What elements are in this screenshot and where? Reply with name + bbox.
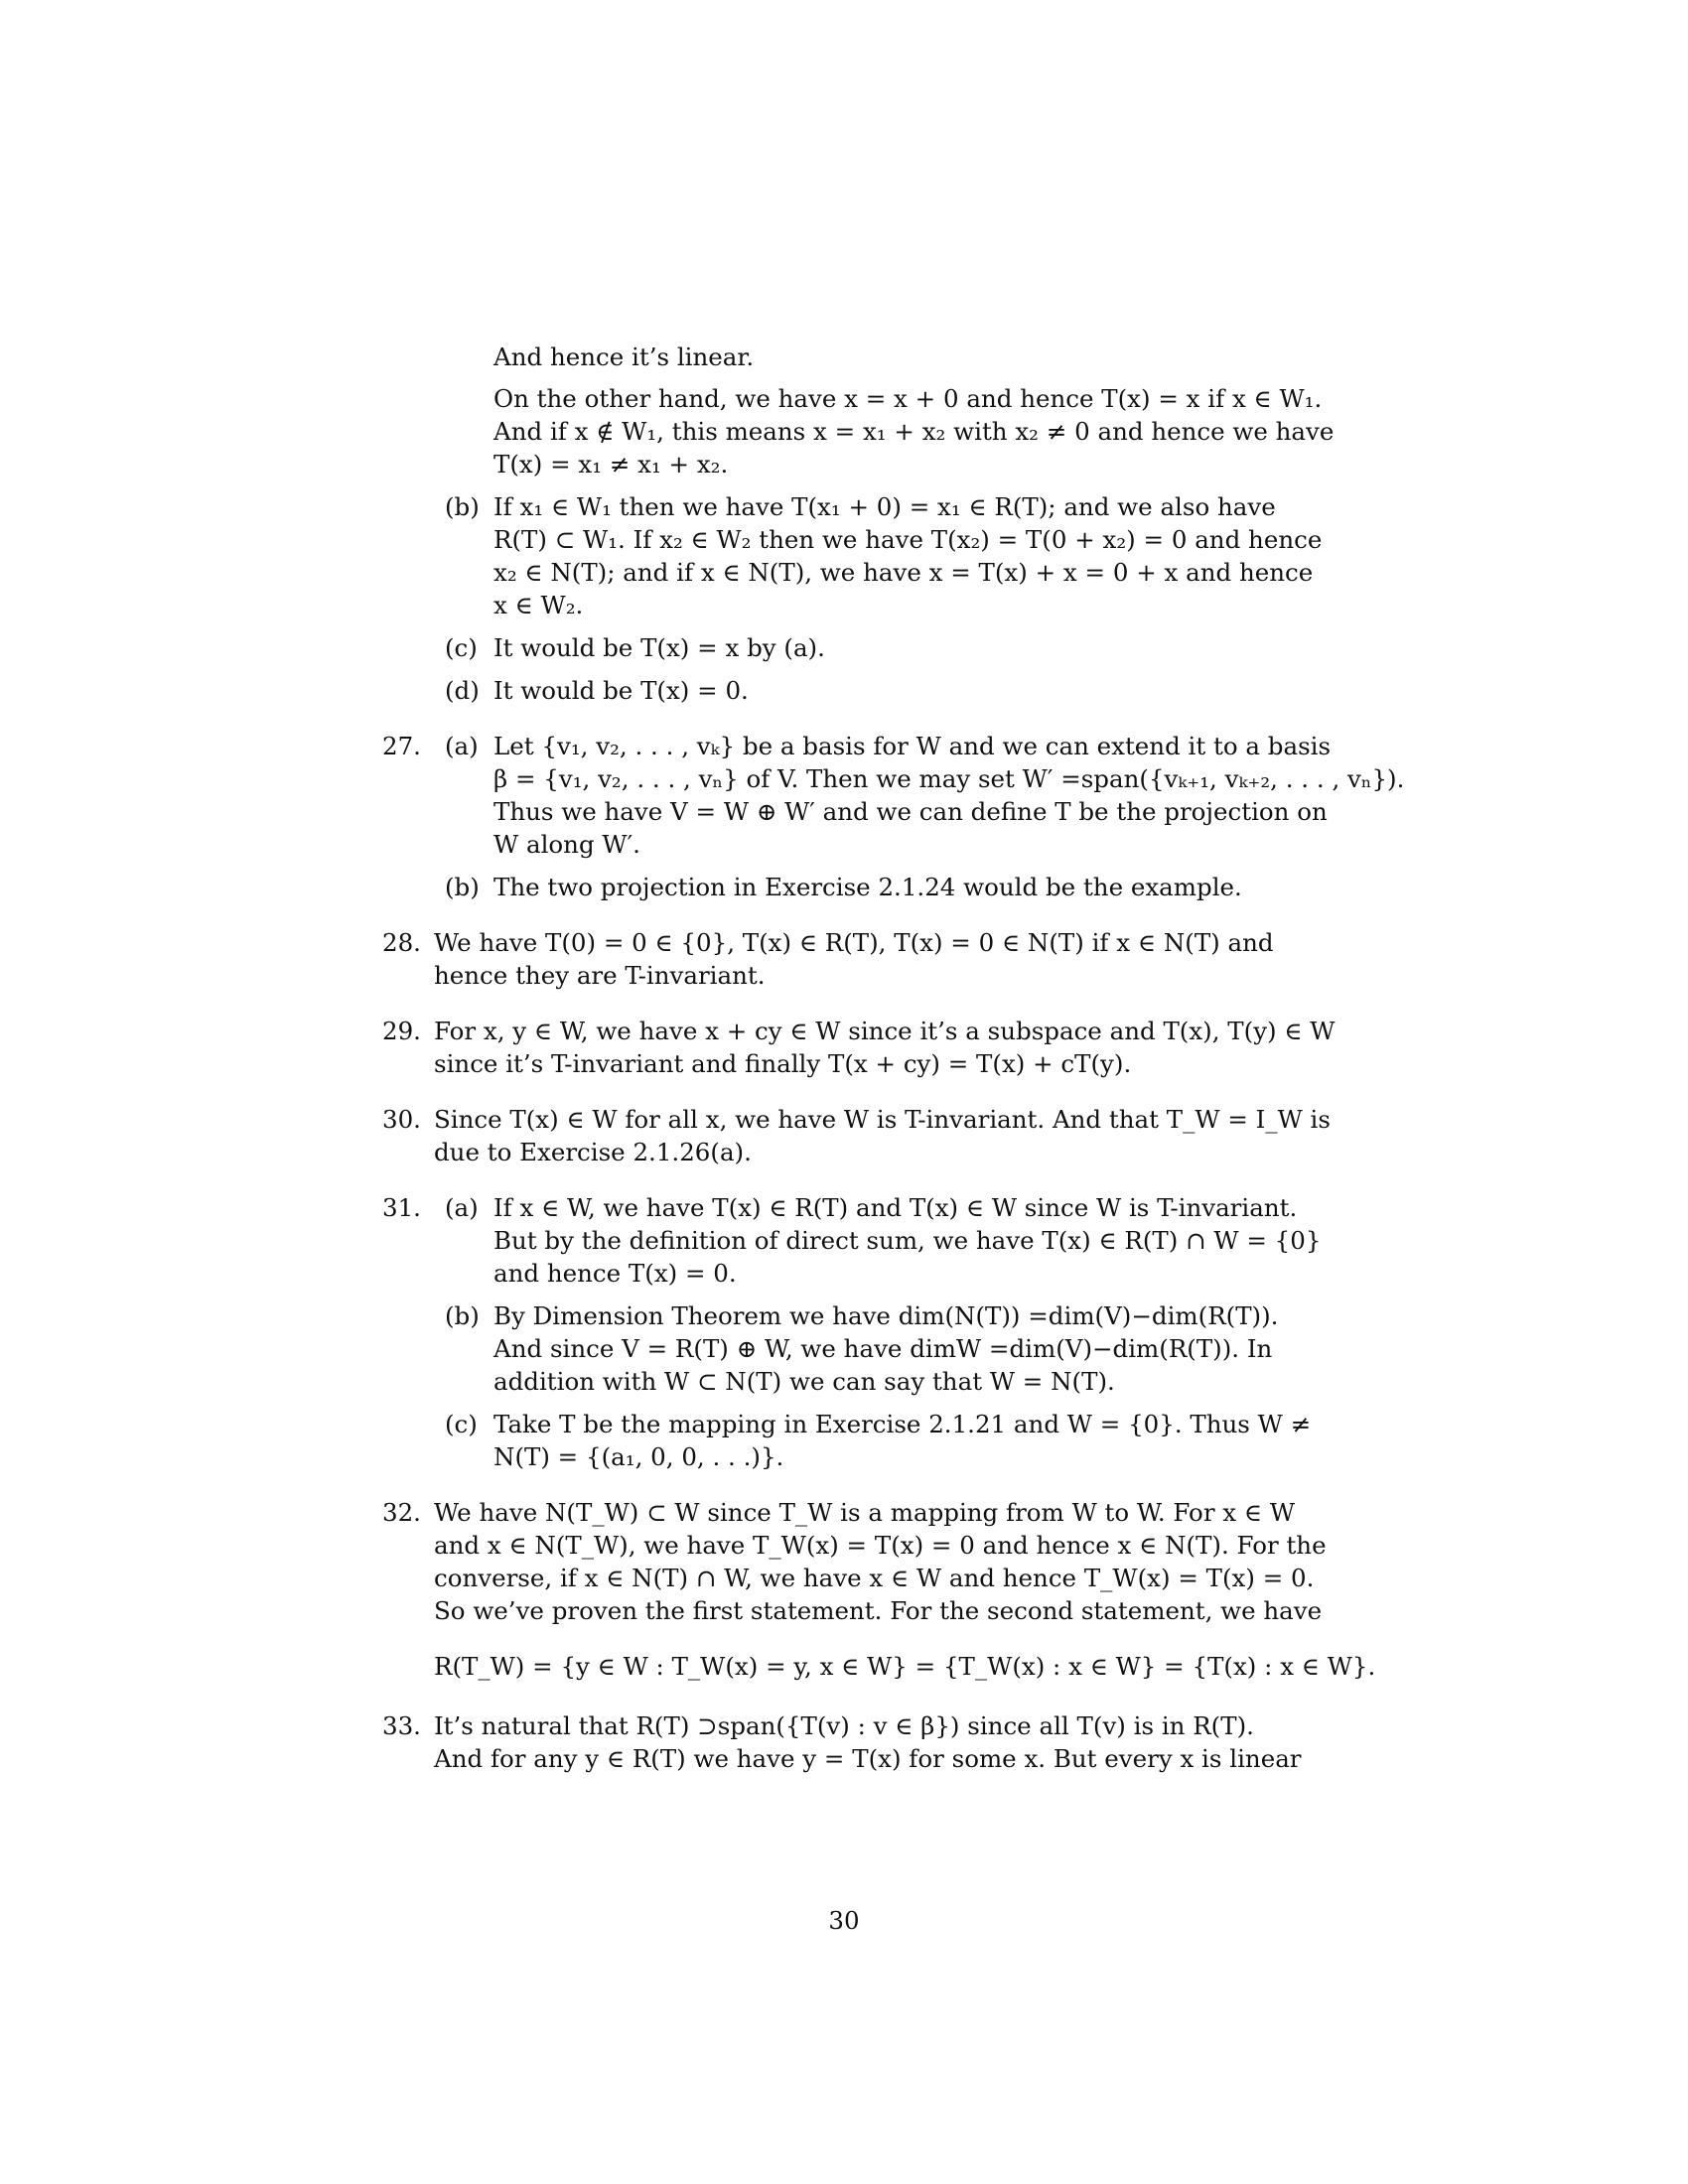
text-line: Thus we have V = W ⊕ W′ and we can define T be the projection on — [493, 797, 1328, 826]
text-line: converse, if x ∈ N(T) ∩ W, we have x ∈ W and hence T_W(x) = T(x) = 0. — [434, 1564, 1315, 1592]
subitem-label: (d) — [445, 676, 480, 705]
exercise-number: 27. — [382, 732, 421, 760]
text-line: And hence it’s linear. — [493, 342, 755, 371]
exercise-number: 29. — [382, 1017, 421, 1045]
text-line: hence they are T-invariant. — [434, 961, 766, 990]
text-line: due to Exercise 2.1.26(a). — [434, 1138, 752, 1166]
text-line: It would be T(x) = x by (a). — [493, 633, 825, 662]
text-line: It’s natural that R(T) ⊃span({T(v) : v ∈ β}) since all T(v) is in R(T). — [434, 1711, 1254, 1740]
text-line: And for any y ∈ R(T) we have y = T(x) for some x. But every x is linear — [434, 1744, 1302, 1773]
text-line: By Dimension Theorem we have dim(N(T)) =dim(V)−dim(R(T)). — [493, 1301, 1279, 1330]
text-line: The two projection in Exercise 2.1.24 would be the example. — [493, 873, 1242, 901]
exercise-number: 31. — [382, 1193, 421, 1222]
exercise-number: 30. — [382, 1105, 421, 1134]
text-line: But by the definition of direct sum, we have T(x) ∈ R(T) ∩ W = {0} — [493, 1226, 1322, 1255]
text-line: And since V = R(T) ⊕ W, we have dimW =dim(V)−dim(R(T)). In — [493, 1334, 1273, 1363]
page-number: 30 — [828, 1906, 860, 1935]
subitem-label: (c) — [445, 1410, 478, 1438]
text-line: If x ∈ W, we have T(x) ∈ R(T) and T(x) ∈ W since W is T-invariant. — [493, 1193, 1298, 1222]
display-equation: R(T_W) = {y ∈ W : T_W(x) = y, x ∈ W} = {T_W(x) : x ∈ W} = {T(x) : x ∈ W}. — [434, 1652, 1376, 1681]
text-line: And if x ∉ W₁, this means x = x₁ + x₂ with x₂ ≠ 0 and hence we have — [493, 417, 1335, 446]
text-line: addition with W ⊂ N(T) we can say that W = N(T). — [493, 1367, 1115, 1396]
subitem-label: (b) — [445, 1301, 480, 1330]
text-line: So we’ve proven the first statement. For the second statement, we have — [434, 1596, 1323, 1625]
text-line: On the other hand, we have x = x + 0 and hence T(x) = x if x ∈ W₁. — [493, 384, 1323, 413]
text-line: We have T(0) = 0 ∈ {0}, T(x) ∈ R(T), T(x) = 0 ∈ N(T) if x ∈ N(T) and — [434, 928, 1274, 957]
subitem-label: (b) — [445, 492, 480, 521]
subitem-label: (c) — [445, 633, 478, 662]
text-line: W along W′. — [493, 830, 640, 859]
text-line: and x ∈ N(T_W), we have T_W(x) = T(x) = 0 and hence x ∈ N(T). For the — [434, 1531, 1327, 1560]
subitem-label: (a) — [445, 732, 479, 760]
text-line: If x₁ ∈ W₁ then we have T(x₁ + 0) = x₁ ∈ R(T); and we also have — [493, 492, 1276, 521]
text-line: Since T(x) ∈ W for all x, we have W is T-invariant. And that T_W = I_W is — [434, 1105, 1331, 1134]
text-line: R(T) ⊂ W₁. If x₂ ∈ W₂ then we have T(x₂) = T(0 + x₂) = 0 and hence — [493, 525, 1323, 554]
text-line: N(T) = {(a₁, 0, 0, . . .)}. — [493, 1442, 784, 1471]
text-line: since it’s T-invariant and finally T(x + cy) = T(x) + cT(y). — [434, 1049, 1132, 1078]
exercise-number: 33. — [382, 1711, 421, 1740]
text-line: For x, y ∈ W, we have x + cy ∈ W since it’s a subspace and T(x), T(y) ∈ W — [434, 1017, 1336, 1045]
exercise-number: 32. — [382, 1498, 421, 1527]
text-line: and hence T(x) = 0. — [493, 1259, 737, 1288]
subitem-label: (b) — [445, 873, 480, 901]
exercise-number: 28. — [382, 928, 421, 957]
text-line: T(x) = x₁ ≠ x₁ + x₂. — [493, 450, 729, 478]
text-line: β = {v₁, v₂, . . . , vₙ} of V. Then we may set W′ =span({vₖ₊₁, vₖ₊₂, . . . , vₙ}). — [493, 764, 1405, 793]
text-line: x ∈ W₂. — [493, 591, 584, 619]
text-line: We have N(T_W) ⊂ W since T_W is a mapping from W to W. For x ∈ W — [434, 1498, 1296, 1527]
text-line: Let {v₁, v₂, . . . , vₖ} be a basis for W and we can extend it to a basis — [493, 732, 1332, 760]
text-line: x₂ ∈ N(T); and if x ∈ N(T), we have x = T(x) + x = 0 + x and hence — [493, 558, 1314, 587]
text-line: It would be T(x) = 0. — [493, 676, 749, 705]
text-line: Take T be the mapping in Exercise 2.1.21 and W = {0}. Thus W ≠ — [493, 1410, 1312, 1438]
subitem-label: (a) — [445, 1193, 479, 1222]
